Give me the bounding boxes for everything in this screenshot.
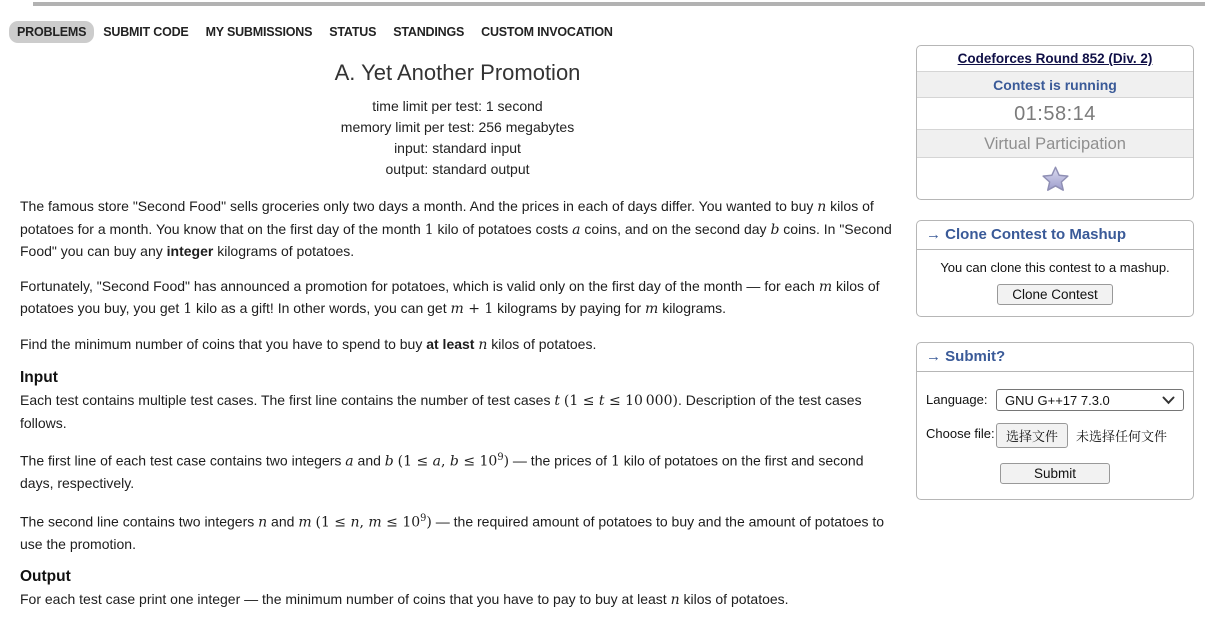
contest-box xyxy=(916,45,1194,200)
submit-button[interactable]: Submit xyxy=(1000,463,1110,484)
clone-description: You can clone this contest to a mashup. xyxy=(940,260,1170,275)
submit-box-header: → Submit? xyxy=(917,343,1193,372)
submit-form xyxy=(917,372,1193,499)
contest-status: Contest is running xyxy=(917,72,1193,98)
problem-statement xyxy=(20,60,895,625)
sidebar xyxy=(916,45,1194,500)
problem-limits xyxy=(20,96,895,180)
contest-title-row xyxy=(917,46,1193,72)
input-paragraph: The first line of each test case contains two integers a and b (1 ≤ a, $b \le 10^9$) — the prices of 1 kilo of potatoes on the first and second days, respectively. xyxy=(20,452,864,492)
submit-row xyxy=(926,463,1184,484)
section-header-output: Output xyxy=(20,568,71,586)
second-level-menu xyxy=(9,21,622,43)
tab-standings[interactable]: STANDINGS xyxy=(393,25,465,39)
top-divider xyxy=(33,2,1205,6)
language-select[interactable] xyxy=(996,389,1184,411)
language-label: Language: xyxy=(926,392,988,407)
file-upload-button[interactable]: 选择文件 xyxy=(996,423,1068,448)
memory-limit: memory limit per test: 256 megabytes xyxy=(340,119,575,135)
clone-box-body xyxy=(917,250,1193,316)
tab-custom-invocation[interactable]: CUSTOM INVOCATION xyxy=(481,25,613,39)
statement-body xyxy=(20,196,895,612)
tab-submit-code[interactable]: SUBMIT CODE xyxy=(103,25,189,39)
virtual-participation-label: Virtual Participation xyxy=(917,130,1193,158)
submit-box xyxy=(916,342,1194,500)
contest-star-row xyxy=(917,158,1193,199)
choose-file-row xyxy=(926,423,1184,448)
chevron-down-icon xyxy=(1162,396,1175,405)
tab-status[interactable]: STATUS xyxy=(329,25,377,39)
clone-contest-button[interactable]: Clone Contest xyxy=(997,284,1113,305)
statement-paragraph: The famous store "Second Food" sells groceries only two days a month. And the prices in each of days differ. You wanted to buy n kilos of potatoes for a month. You know that on the first day of the month 1 kilo of potatoes costs a coins, and on the second day b coins. In "Second Food" you can buy any integer kilograms of potatoes. xyxy=(20,198,892,259)
input-paragraph: The second line contains two integers n and m (1 ≤ n, $m \le 10^9$) — the required amount of potatoes to buy and the amount of potatoes to use the promotion. xyxy=(20,512,885,552)
language-row xyxy=(926,389,1184,411)
section-header-input: Input xyxy=(20,369,58,386)
clone-contest-box xyxy=(916,220,1194,317)
output-spec: output: standard output xyxy=(385,161,530,177)
file-status-text: 未选择任何文件 xyxy=(1076,429,1168,444)
choose-file-label: Choose file: xyxy=(926,426,995,441)
clone-box-header: → Clone Contest to Mashup xyxy=(917,221,1193,250)
language-select-value: GNU G++17 7.3.0 xyxy=(1005,392,1110,408)
star-icon[interactable] xyxy=(1042,166,1069,191)
input-spec: input: standard input xyxy=(394,140,521,156)
statement-paragraph: Fortunately, "Second Food" has announced a promotion for potatoes, which is valid only on the first day of the month — for each m kilos of potatoes you buy, you get 1 kilo as a gift! In other words, you can get m + 1 kilograms by paying for m kilograms. xyxy=(20,277,880,317)
tab-my-submissions[interactable]: MY SUBMISSIONS xyxy=(205,25,313,39)
statement-paragraph: Find the minimum number of coins that you have to spend to buy at least n kilos of potatoes. xyxy=(20,335,597,353)
page-title: A. Yet Another Promotion xyxy=(334,60,581,85)
contest-title-link[interactable]: Codeforces Round 852 (Div. 2) xyxy=(957,51,1153,66)
contest-timer: 01:58:14 xyxy=(917,98,1193,130)
input-paragraph: Each test contains multiple test cases. The first line contains the number of test cases t (1 ≤ t ≤ 10 000). Description of the test cases follows. xyxy=(20,392,862,431)
tab-problems[interactable]: PROBLEMS xyxy=(9,21,94,43)
time-limit: time limit per test: 1 second xyxy=(372,98,543,114)
output-paragraph: For each test case print one integer — the minimum number of coins that you have to pay to buy at least n kilos of potatoes. xyxy=(20,591,789,609)
file-input xyxy=(996,423,1167,448)
